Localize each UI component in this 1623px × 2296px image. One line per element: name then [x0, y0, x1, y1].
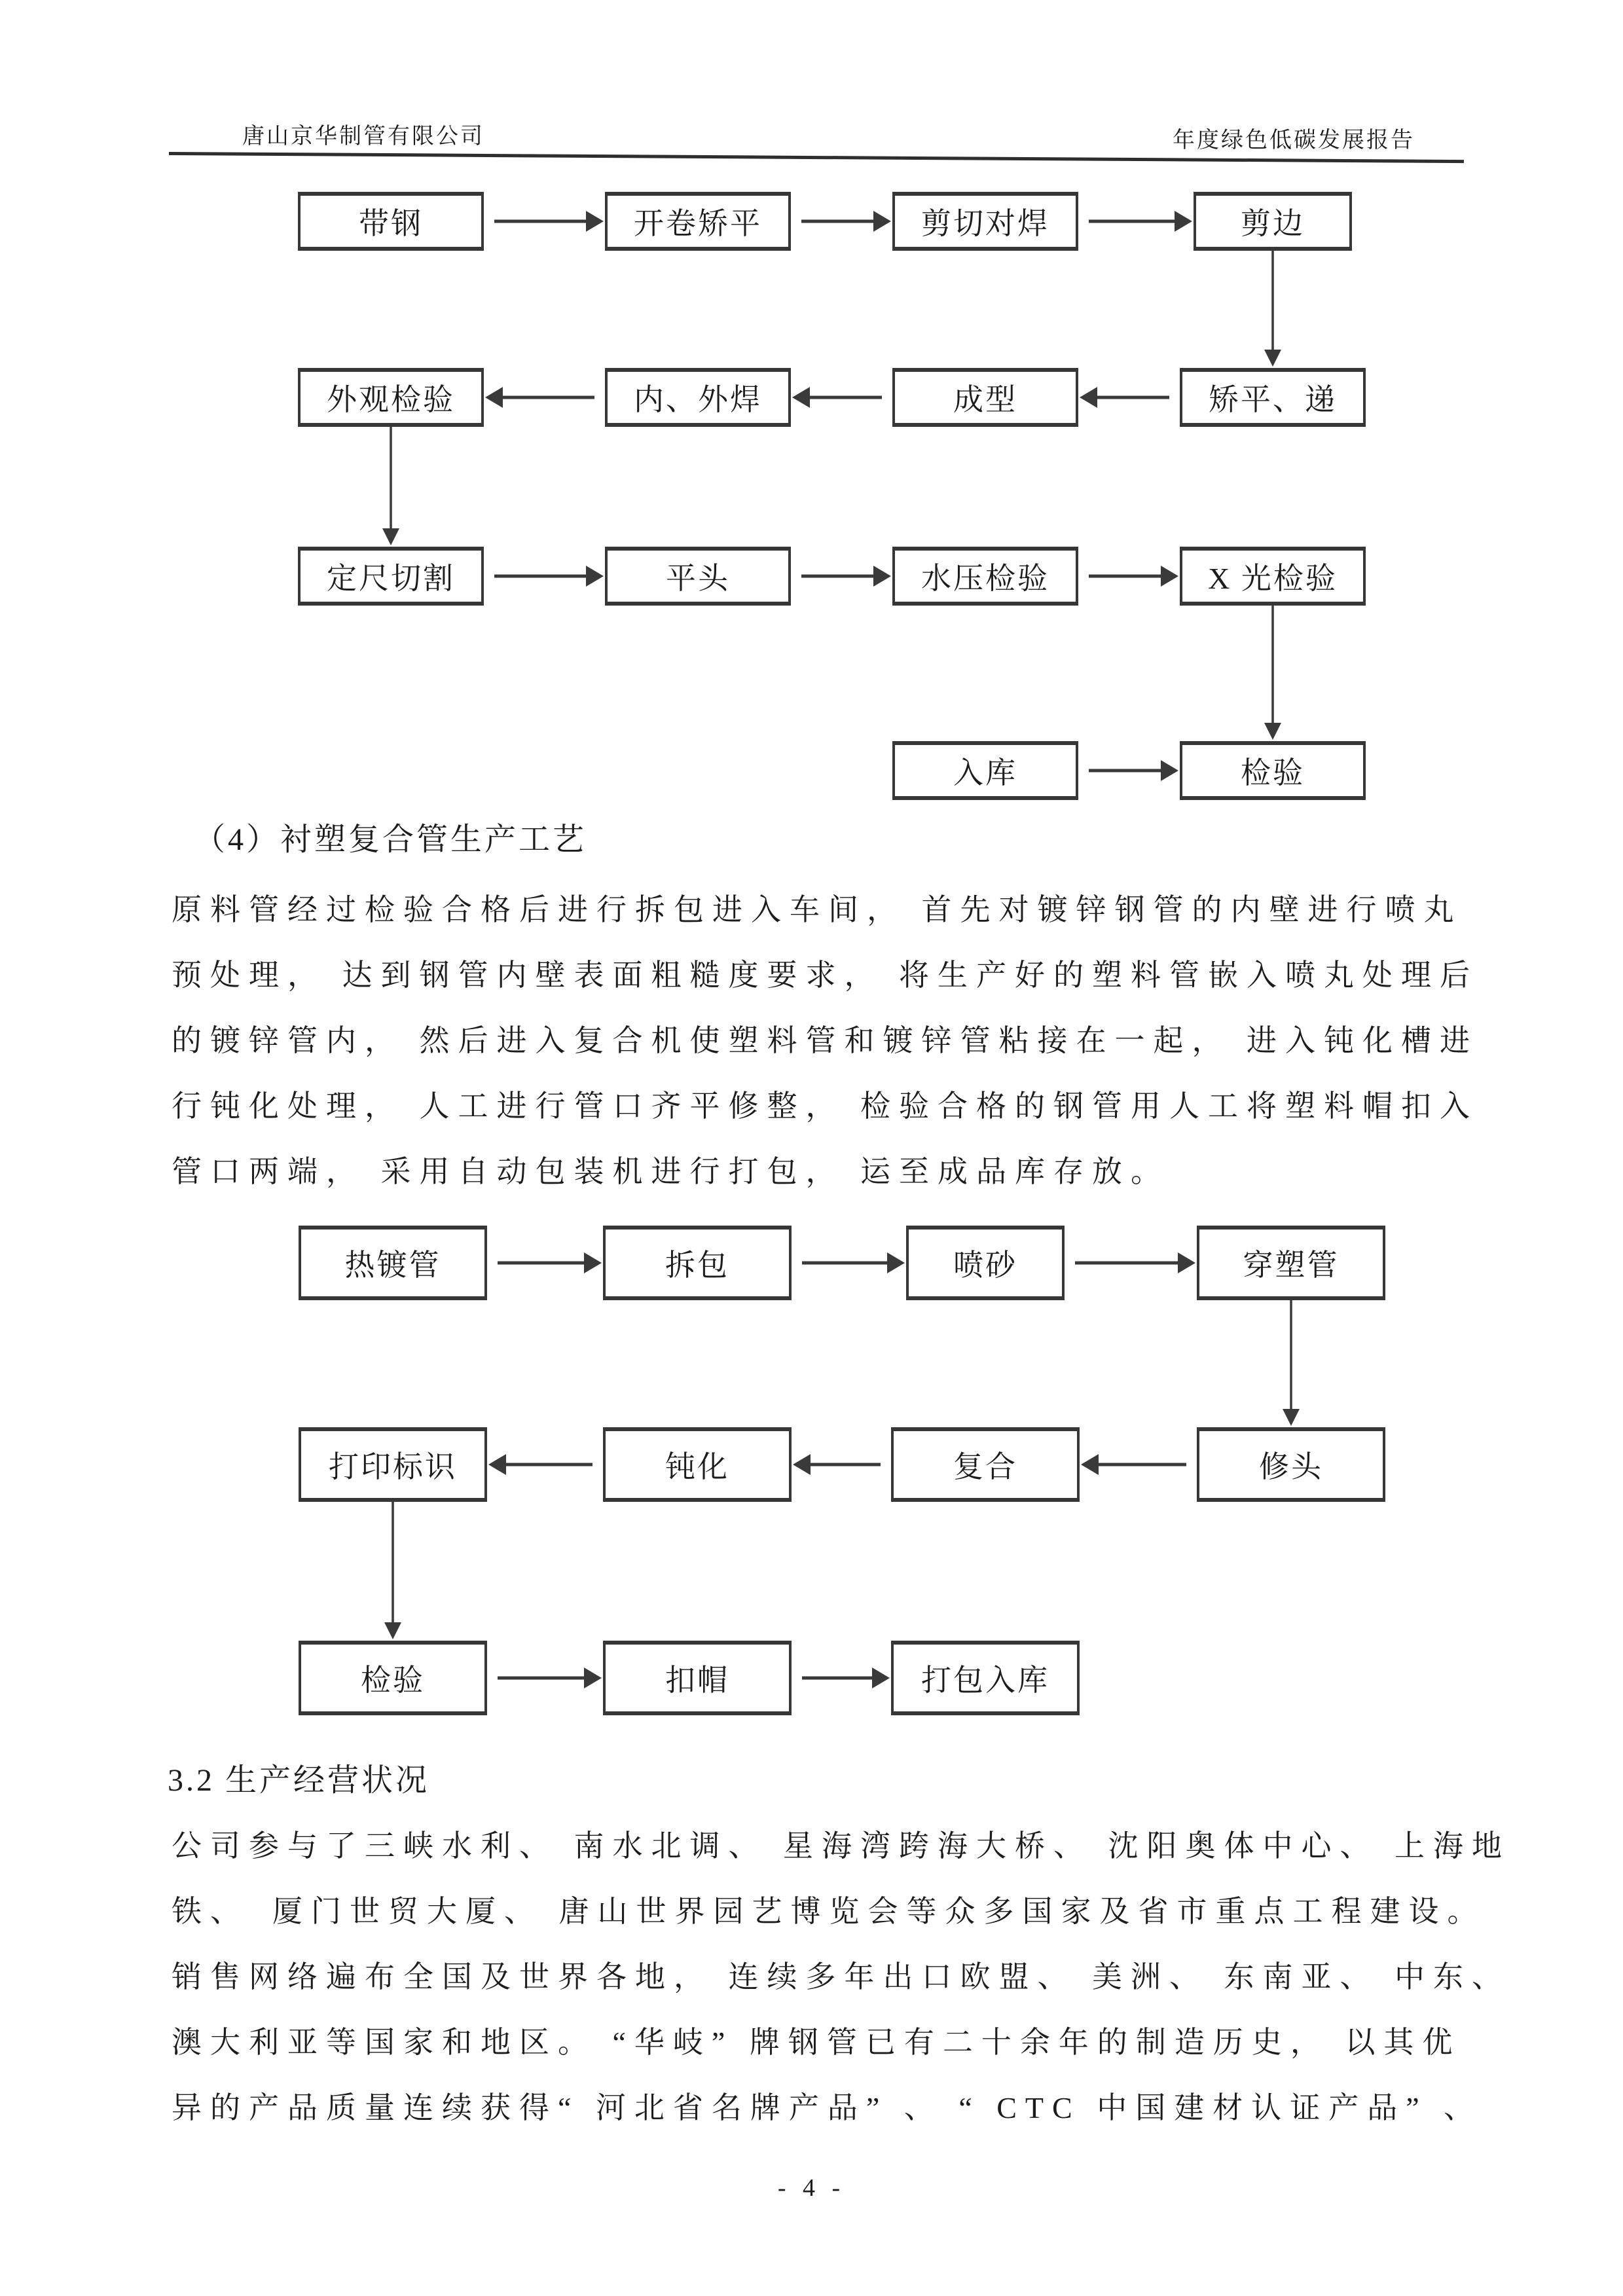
flow-box-neiwaihan: 内、外焊 [605, 368, 791, 427]
paragraph-line: 公司参与了三峡水利、 南水北调、 星海湾跨海大桥、 沈阳奥体中心、 上海地 [172, 1829, 1510, 1863]
flow-box-xiutou: 修头 [1197, 1427, 1385, 1502]
flow-arrow [1161, 760, 1178, 781]
flow-box-daigang: 带钢 [298, 192, 484, 251]
flow-box-reduguan: 热镀管 [299, 1226, 487, 1300]
flow-box-jianbian: 剪边 [1194, 192, 1352, 251]
flow-arrow [872, 1667, 890, 1688]
header-company-name: 唐山京华制管有限公司 [242, 124, 484, 149]
flow-box-dayin: 打印标识 [299, 1427, 487, 1502]
flow-box-chuansuguan: 穿塑管 [1197, 1226, 1385, 1300]
flow-box-dabao: 打包入库 [891, 1641, 1080, 1715]
flow-arrow [586, 211, 604, 232]
paragraph-line: 铁、 厦门世贸大厦、 唐山世界园艺博览会等众多国家及省市重点工程建设。 [172, 1895, 1486, 1928]
flow-arrow [485, 387, 503, 408]
flow-arrow [873, 211, 891, 232]
flow-box-shuiya: 水压检验 [892, 547, 1078, 606]
flow-arrow [586, 566, 604, 587]
flow-box-jiaoping: 矫平、递 [1180, 368, 1366, 427]
flow-box-dingchi: 定尺切割 [298, 547, 484, 606]
paragraph-line: 预处理， 达到钢管内壁表面粗糙度要求， 将生产好的塑料管嵌入喷丸处理后 [172, 958, 1478, 992]
section-heading-operations: 3.2 生产经营状况 [168, 1763, 430, 1798]
paragraph-line: 的镀锌管内， 然后进入复合机使塑料管和镀锌管粘接在一起， 进入钝化槽进 [172, 1024, 1478, 1057]
flow-box-xguang: X 光检验 [1180, 547, 1366, 606]
paragraph-line: 行钝化处理， 人工进行管口齐平修整， 检验合格的钢管用人工将塑料帽扣入 [172, 1089, 1478, 1123]
flow-box-pingtou: 平头 [605, 547, 791, 606]
paragraph-line: 异的产品质量连续获得“ 河北省名牌产品” 、 “ CTC 中国建材认证产品” 、 [172, 2091, 1483, 2124]
flow-arrow [1264, 350, 1281, 367]
flow-arrow [887, 1252, 905, 1273]
flow-box-waiguan: 外观检验 [298, 368, 484, 427]
paragraph-line: 管口两端， 采用自动包装机进行打包， 运至成品库存放。 [172, 1155, 1169, 1188]
paragraph-operations [172, 1813, 1510, 2141]
paragraph-lined-pipe-process [172, 877, 1478, 1205]
flow-arrow [1283, 1409, 1300, 1426]
flow-box-chengxing: 成型 [892, 368, 1078, 427]
flow-box-kaijuan: 开卷矫平 [605, 192, 791, 251]
flow-arrow [792, 387, 810, 408]
flow-arrow [793, 1454, 811, 1475]
flow-arrow [1161, 566, 1178, 587]
flow-box-koumao: 扣帽 [603, 1641, 792, 1715]
flow-box-pensha: 喷砂 [906, 1226, 1065, 1300]
flow-box-jianyan1: 检验 [1180, 741, 1366, 800]
section-heading-lined-pipe-process: （4）衬塑复合管生产工艺 [194, 822, 587, 857]
flow-arrow [584, 1667, 602, 1688]
flow-arrow [488, 1454, 506, 1475]
flow-arrow [1264, 723, 1281, 740]
flow-arrow [1178, 1252, 1195, 1273]
flow-box-ruku: 入库 [892, 741, 1078, 800]
flow-arrow [382, 528, 399, 545]
flow-box-chaibao: 拆包 [603, 1226, 792, 1300]
flow-arrow [584, 1252, 602, 1273]
flow-box-fuhe: 复合 [891, 1427, 1080, 1502]
header-report-title: 年度绿色低碳发展报告 [1173, 128, 1415, 153]
paragraph-line: 原料管经过检验合格后进行拆包进入车间， 首先对镀锌钢管的内壁进行喷丸 [172, 893, 1463, 926]
flow-box-jianyan2: 检验 [299, 1641, 487, 1715]
flow-arrow [384, 1622, 401, 1639]
flow-arrow [1081, 1454, 1099, 1475]
flow-box-dunhua: 钝化 [603, 1427, 792, 1502]
flow-arrow [1080, 387, 1097, 408]
paragraph-line: 销售网络遍布全国及世界各地， 连续多年出口欧盟、 美洲、 东南亚、 中东、 [172, 1960, 1510, 1994]
flow-arrow [1175, 211, 1192, 232]
flow-arrow [873, 566, 891, 587]
page-number: - 4 - [777, 2174, 846, 2202]
flow-box-jianqie: 剪切对焊 [892, 192, 1078, 251]
paragraph-line: 澳大利亚等国家和地区。 “华岐” 牌钢管已有二十余年的制造历史， 以其优 [172, 2026, 1461, 2059]
